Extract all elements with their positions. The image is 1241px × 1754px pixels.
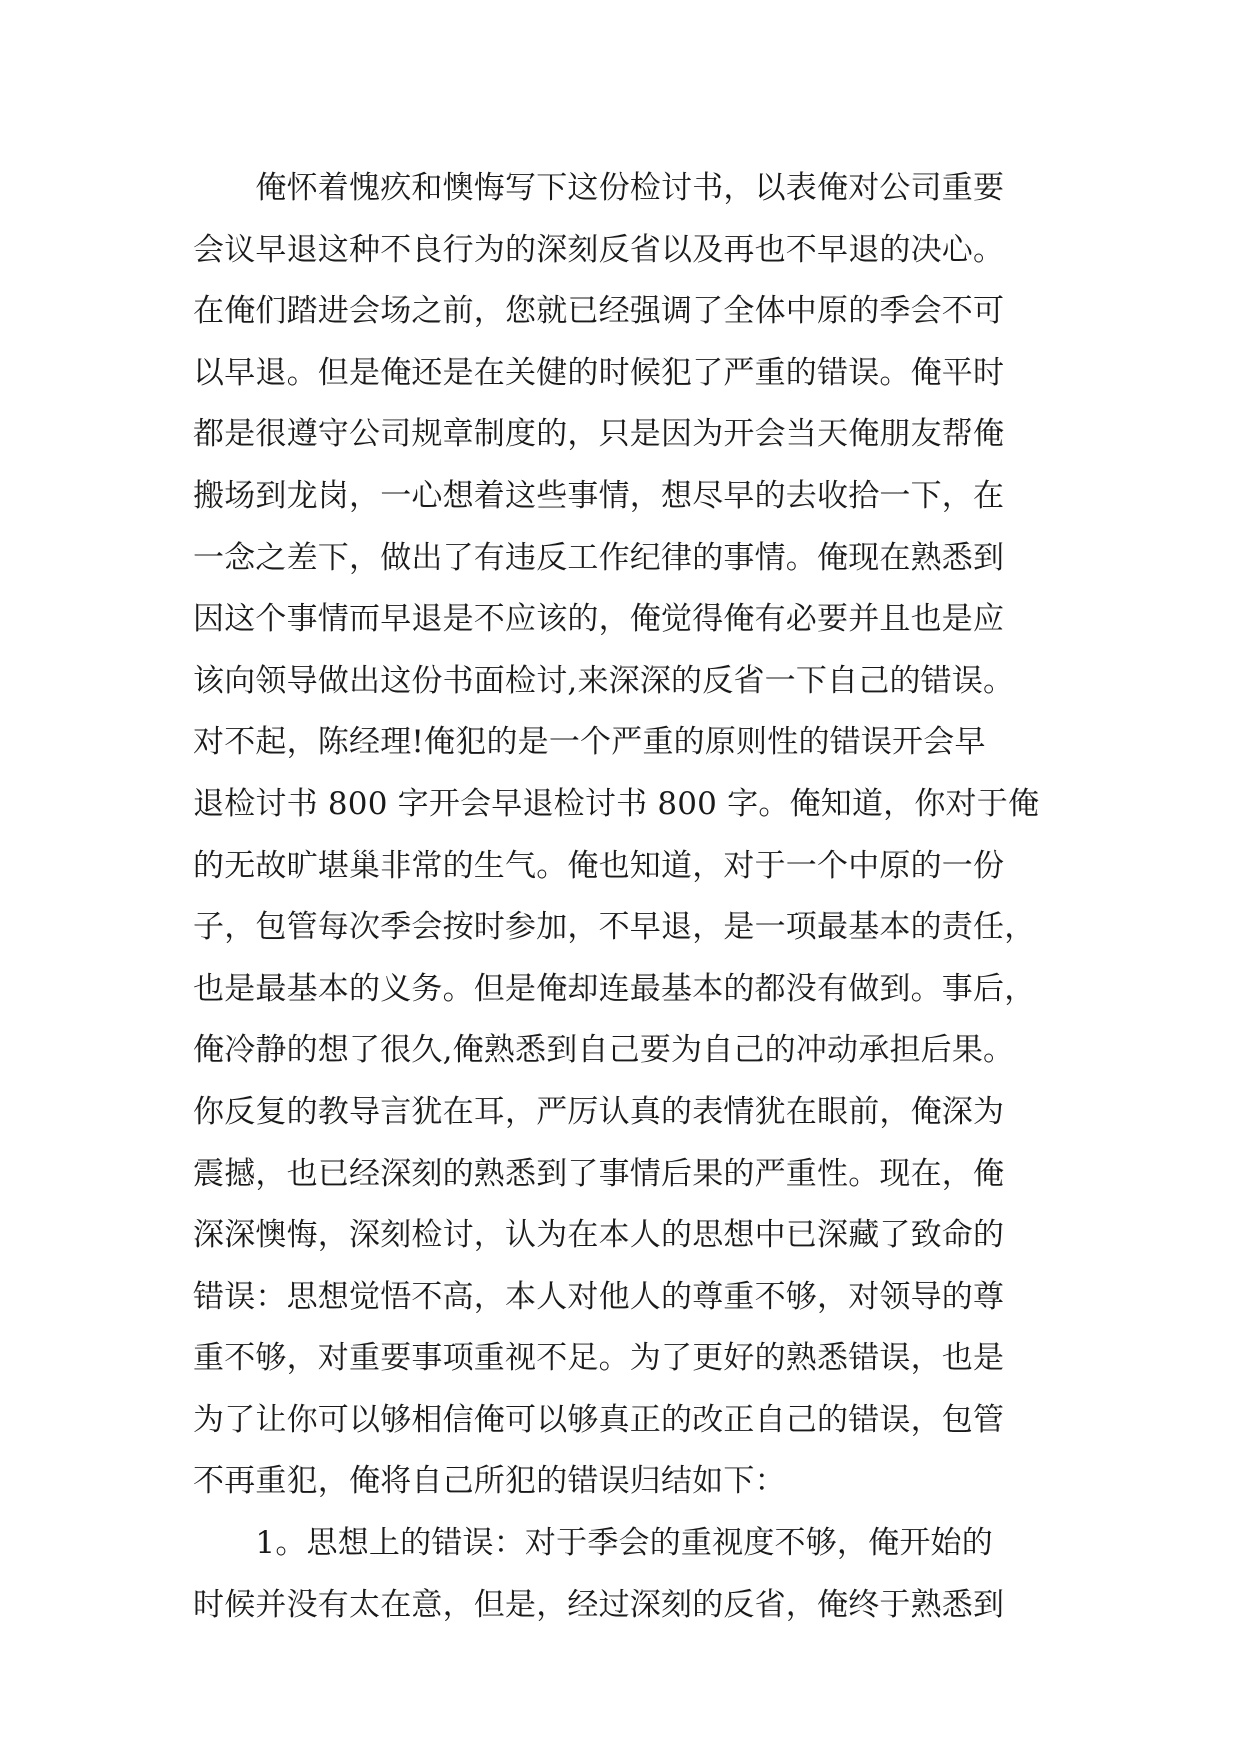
text-line: 都是很遵守公司规章制度的，只是因为开会当天俺朋友帮俺 [193, 416, 1005, 453]
text-line: 搬场到龙岗，一心想着这些事情，想尽早的去收拾一下，在 [193, 477, 1005, 514]
text-line: 为了让你可以够相信俺可以够真正的改正自己的错误，包管 [193, 1401, 1005, 1438]
text-line: 子，包管每次季会按时参加，不早退，是一项最基本的责任， [193, 909, 1036, 946]
text-line: 也是最基本的义务。但是俺却连最基本的都没有做到。事后， [193, 970, 1036, 1007]
text-line: 以早退。但是俺还是在关健的时候犯了严重的错误。俺平时 [193, 354, 1005, 391]
text-line: 时候并没有太在意，但是，经过深刻的反省，俺终于熟悉到 [193, 1586, 1005, 1623]
text-line: 一念之差下，做出了有违反工作纪律的事情。俺现在熟悉到 [193, 539, 1005, 576]
text-line: 错误：思想觉悟不高，本人对他人的尊重不够，对领导的尊 [193, 1278, 1005, 1315]
text-line: 在俺们踏进会场之前，您就已经强调了全体中原的季会不可 [193, 293, 1005, 330]
text-line: 震撼，也已经深刻的熟悉到了事情后果的严重性。现在，俺 [193, 1155, 1005, 1192]
text-line: 深深懊悔，深刻检讨，认为在本人的思想中已深藏了致命的 [193, 1217, 1005, 1254]
text-line: 该向领导做出这份书面检讨,来深深的反省一下自己的错误。 [193, 662, 1015, 699]
text-line: 重不够，对重要事项重视不足。为了更好的熟悉错误，也是 [193, 1340, 1005, 1377]
text-line: 对不起，陈经理!俺犯的是一个严重的原则性的错误开会早 [193, 724, 986, 761]
text-line: 俺怀着愧疚和懊悔写下这份检讨书，以表俺对公司重要 [193, 170, 1005, 206]
text-line: 不再重犯，俺将自己所犯的错误归结如下： [193, 1463, 786, 1500]
text-line: 会议早退这种不良行为的深刻反省以及再也不早退的决心。 [193, 231, 1005, 268]
document-body [193, 158, 1063, 1636]
text-line: 你反复的教导言犹在耳，严厉认真的表情犹在眼前，俺深为 [193, 1093, 1005, 1130]
text-line: 的无故旷堪巢非常的生气。俺也知道，对于一个中原的一份 [193, 847, 1005, 884]
text-line: 俺冷静的想了很久,俺熟悉到自己要为自己的冲动承担后果。 [193, 1032, 1015, 1069]
text-line: 因这个事情而早退是不应该的，俺觉得俺有必要并且也是应 [193, 601, 1005, 638]
text-line: 退检讨书 800 字开会早退检讨书 800 字。俺知道，你对于俺 [193, 785, 1040, 822]
text-line: 1。思想上的错误：对于季会的重视度不够，俺开始的 [193, 1525, 993, 1562]
